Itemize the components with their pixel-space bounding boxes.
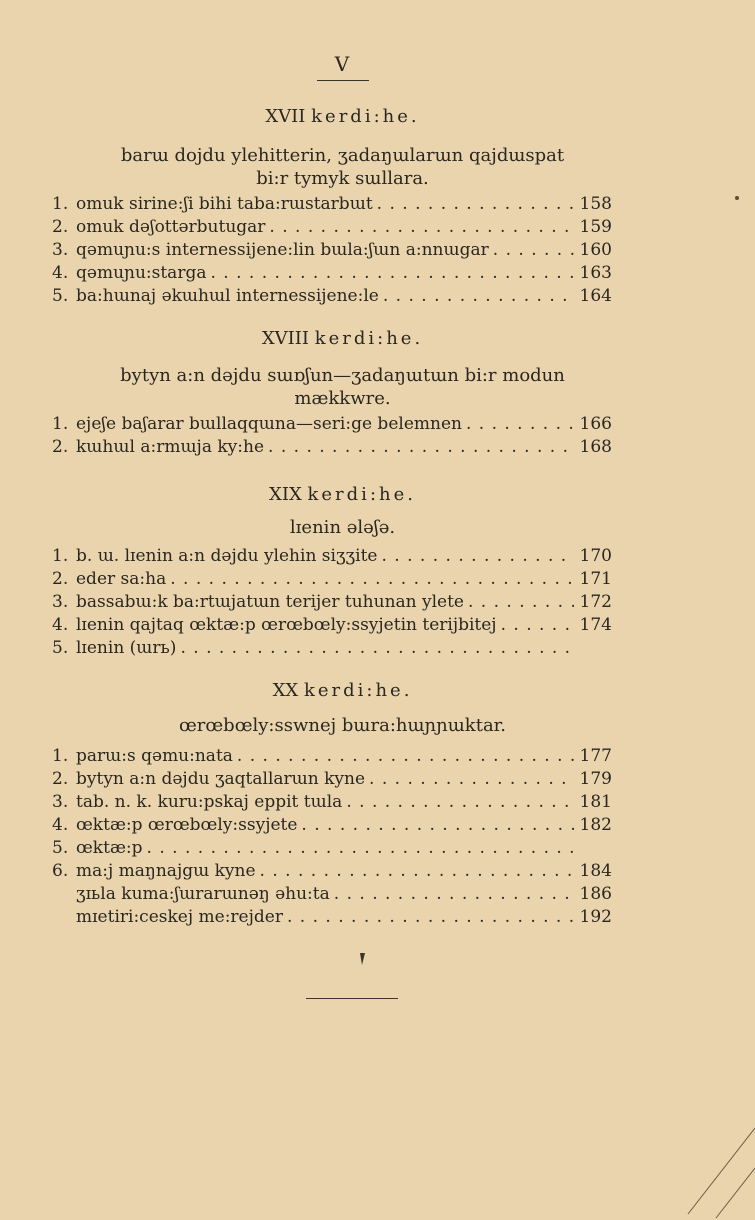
chapter-number: XX xyxy=(272,680,299,701)
page-number: V xyxy=(334,52,351,76)
page-fold-line xyxy=(688,1128,755,1214)
toc-entry: 2. omuk dəʃottərbutugar . . . 159 xyxy=(52,217,612,240)
subtitle-line: œrœbœly:sswnej bɯra:hɯɲɲɯktar. xyxy=(178,715,507,736)
chapter-number: XVII xyxy=(265,106,306,127)
chapter-number: XVIII xyxy=(261,328,309,349)
chapter-word: kerdi:he. xyxy=(314,328,424,349)
chapter-word: kerdi:he. xyxy=(303,680,413,701)
toc-entry: mɪetiri:ceskej me:rejder . . . 192 xyxy=(52,907,612,930)
ink-speck xyxy=(735,196,739,200)
toc-entry: 1. omuk sirine:ʃi bihi taba:rɯstarbɯt . . . 158 xyxy=(52,194,612,217)
toc-entry: 6. ma:j maŋnajgɯ kyne . . . 184 xyxy=(52,861,612,884)
toc-entry: 3. tab. n. k. kuru:pskaj eppit tɯla . . . 181 xyxy=(52,792,612,815)
toc-entry: 3. bassabɯ:k ba:rtɯjatɯn terijer tuhunan ylete . . . 172 xyxy=(52,592,612,615)
toc-entry: ʒɪьla kuma:ʃɯrarɯnəŋ əhu:ta . . . 186 xyxy=(52,884,612,907)
toc-entry: 4. qəmuɲu:starga . . . 163 xyxy=(52,263,612,286)
toc-entry: 3. qəmuɲu:s internessijene:lin bɯla:ʃɯn a:nnɯgar . . . 160 xyxy=(52,240,612,263)
subtitle-line: bi:r tymyk sɯllara. xyxy=(256,168,429,189)
subtitle-line: barɯ dojdu ylehitterin, ʒadaŋɯlarɯn qajdɯspat xyxy=(120,145,565,166)
toc-entry: 4. œktæ:p œrœbœly:ssyjete . . . 182 xyxy=(52,815,612,838)
toc-entry: 1. parɯ:s qəmu:nata . . . 177 xyxy=(52,746,612,769)
chapter-word: kerdi:he. xyxy=(307,484,416,505)
toc-entry: 2. kɯhɯl a:rmɯja ky:he . . . 168 xyxy=(52,437,612,460)
subtitle-line: lɪenin ələʃə. xyxy=(289,517,396,538)
chapter-number: XIX xyxy=(269,484,302,505)
subtitle-line: mækkwre. xyxy=(294,388,391,409)
subtitle-line: bytyn a:n dəjdu sɯɒʃun—ʒadaŋɯtɯn bi:r modun xyxy=(120,365,565,386)
toc-entry: 5. ba:hɯnaj əkɯhɯl internessijene:le . . . 164 xyxy=(52,286,612,309)
toc-entry: 5. lɪenin (ɯrь) . . . xyxy=(52,638,612,661)
toc-entry: 1. ejeʃe baʃarar bɯllaqqɯna—seri:ge belemnen . . . 166 xyxy=(52,414,612,437)
toc-entry: 2. bytyn a:n dəjdu ʒaqtallarɯn kyne . . . 179 xyxy=(52,769,612,792)
chapter-word: kerdi:he. xyxy=(311,106,420,127)
ink-blot xyxy=(360,953,365,965)
page-fold-line xyxy=(716,1168,755,1218)
toc-entry: 4. lɪenin qajtaq œktæ:p œrœbœly:ssyjetin terijbitej . . . 174 xyxy=(52,615,612,638)
toc-entry: 1. b. ɯ. lɪenin a:n dəjdu ylehin siʒʒite . . . 170 xyxy=(52,546,612,569)
toc-entry: 5. œktæ:p . . . xyxy=(52,838,612,861)
toc-entry: 2. eder sa:ha . . . 171 xyxy=(52,569,612,592)
